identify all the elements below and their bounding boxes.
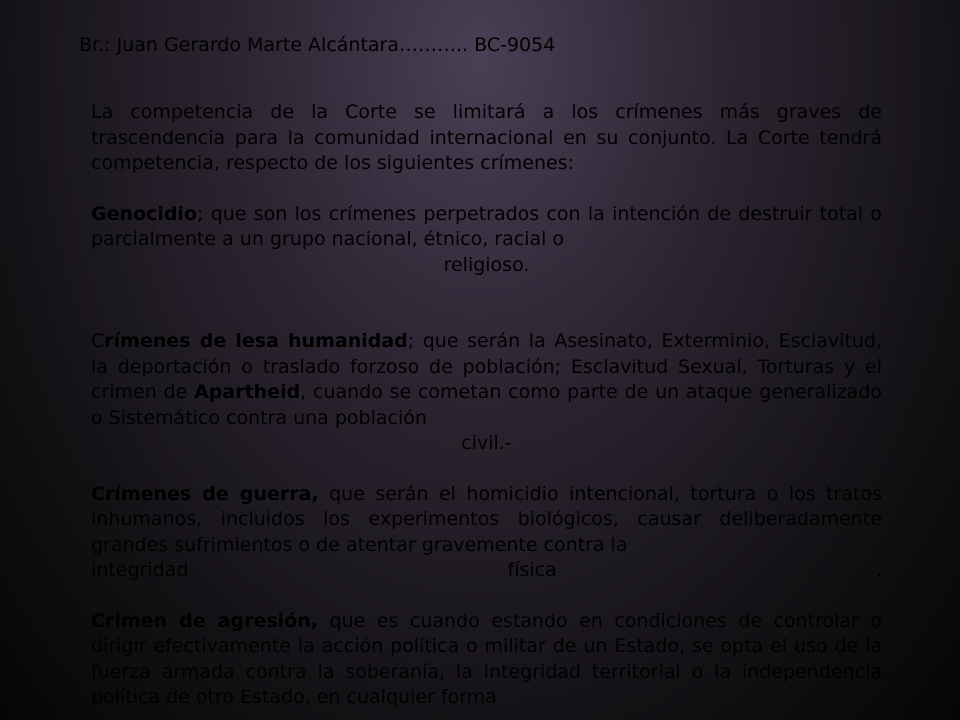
lesa-humanidad-paragraph [91,329,882,431]
lesa-humanidad-term: rímenes de lesa humanidad [104,330,408,352]
crimenes-guerra-last-b: física [507,559,557,581]
agresion-text: que es cuando estando en condiciones de controlar o dirigir efectivamente la acción política o militar de un Estado, se opta el uso de la fuerza armada contra la soberanía, la integridad territorial o la independencia política de otro Estado, en cualquier forma [91,609,882,708]
crimenes-guerra-last-a: integridad [91,559,189,581]
agresion-term: Crimen de agresión, [91,609,318,632]
crimenes-guerra-last-line [91,558,882,584]
genocidio-tail: religioso. [443,253,530,276]
crimenes-guerra-text: que serán el homicidio intencional, tortura o los tratos inhumanos, incluidos los experimentos biológicos, causar deliberadamente grandes sufrimientos o de atentar gravemente contra la [91,482,882,556]
genocidio-text: ; que son los crímenes perpetrados con la intención de destruir total o parcialmente a un grupo nacional, étnico, racial o [91,202,882,250]
crimenes-guerra-paragraph [91,482,882,559]
lesa-humanidad-text-b: , cuando se cometan como parte de un ataque generalizado o Sistemático contra una población [91,381,883,429]
lesa-humanidad-tail: civil.- [461,432,512,454]
author-header: Br.: Juan Gerardo Marte Alcántara……….. BC-9054 [79,34,556,56]
lesa-humanidad-text-a: ; que serán la Asesinato, Exterminio, Esclavitud, la deportación o traslado forzoso de población; Esclavitud Sexual, Torturas y el crimen de [91,330,882,403]
intro-paragraph: La competencia de la Corte se limitará a los crímenes más graves de trascendencia para la comunidad internacional en su conjunto. La Corte tendrá competencia, respecto de los siguientes crímenes: [91,101,882,174]
genocidio-term: Genocidio [91,202,198,225]
agresion-paragraph [91,609,882,711]
crimenes-guerra-last-c: . [875,559,882,581]
genocidio-paragraph [91,202,882,253]
crimenes-guerra-term: Crímenes de guerra, [91,482,319,505]
slide-body [91,100,882,711]
apartheid-term: Apartheid [194,381,301,403]
lesa-humanidad-initial: C [91,330,105,352]
